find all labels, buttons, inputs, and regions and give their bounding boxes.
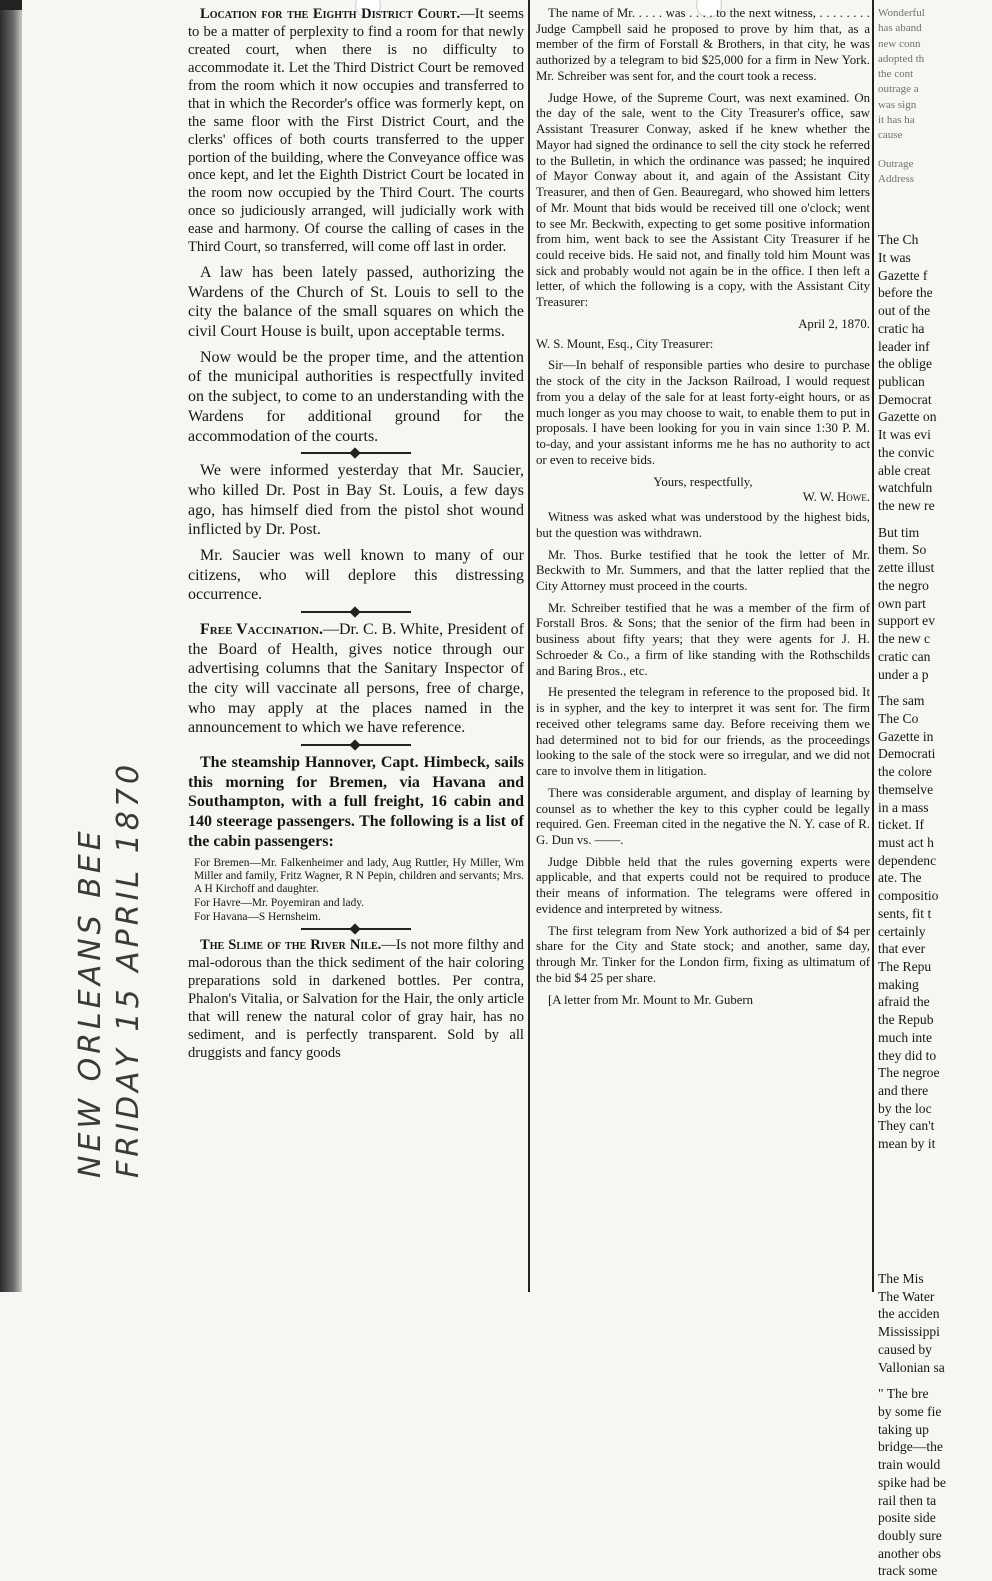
faint-text-block (878, 157, 988, 187)
cropped-text-line: another obs (878, 1545, 942, 1561)
article-paragraph: He presented the telegram in reference to the proposed bid. It is in sypher, and the key to interpret it was sent for. The firm received other telegrams same day. Before receiving them we had determined not to bid for our friends, as the proceedings looking to the sale of the stock were so irregular, and we did not care to involve them in litigation. (536, 685, 870, 779)
column-left (188, 6, 524, 1069)
cropped-text-line: it has ha (878, 114, 915, 127)
faint-text-block (878, 6, 988, 143)
cropped-text-line: outrage a (878, 83, 919, 96)
cropped-text-line: by some fie (878, 1403, 942, 1419)
cropped-text-line: afraid the (878, 994, 930, 1010)
section-separator (301, 744, 411, 746)
section-separator (301, 928, 411, 930)
cropped-text-line: that ever (878, 941, 926, 957)
letter-date: April 2, 1870. (798, 316, 870, 331)
cropped-article (878, 232, 988, 1153)
cropped-text-line: the new re (878, 498, 935, 514)
cropped-text-line: own part (878, 595, 926, 611)
cropped-text-line: dependenc (878, 852, 937, 868)
cropped-text-line: Wonderful (878, 7, 925, 19)
cropped-text-line: the new c (878, 631, 931, 647)
cropped-text-line: the colore (878, 764, 932, 780)
section-separator (301, 611, 411, 613)
cropped-text-line: Mississippi (878, 1324, 940, 1340)
cropped-text-line: But tim (878, 524, 920, 540)
cropped-text-line: able creat (878, 462, 931, 478)
cropped-text-line: the negro (878, 577, 929, 593)
cropped-text-line: the acciden (878, 1306, 940, 1322)
page-scan-edge (0, 0, 22, 1292)
cropped-text-line: before the (878, 285, 933, 301)
article-paragraph: The steamship Hannover, Capt. Himbeck, sails this morning for Bremen, via Havana and Southampton, with a full freight, 16 cabin and 140 steerage passengers. The following is a list of the cabin passengers: (188, 753, 524, 850)
article-text: —It seems to be a matter of perplexity to find a room for that newly created court, when there is no difficulty to accommodate it. Let the Third District Court be removed from the room which it now occupies and transferred to that in which the Recorder's office was formerly kept, on the same floor with the First District Court, and the clerks' offices of both courts transferred to the upper portion of the building, where the Conveyance office was once kept, and let the Eighth District Court be located in the room now occupied by the Third Court. The courts once so judiciously arranged, will judicially work with ease and harmony. Of course the calling of cases in the Third Court, so transferred, will come off last in order. (188, 6, 524, 256)
cropped-text-line: The Ch (878, 232, 919, 248)
cropped-text-line: new conn (878, 37, 921, 50)
handwritten-line: NEW ORLEANS BEE (73, 827, 108, 1178)
article-paragraph: A law has been lately passed, authorizing the Wardens of the Church of St. Louis to sell to the city the balance of the small squares on which the civil Court House is built, upon acceptable terms. (188, 264, 524, 341)
cropped-text-line: It was evi (878, 427, 931, 443)
article-advertisement (188, 937, 524, 1063)
cropped-text-line: caused by (878, 1341, 932, 1357)
letter-body: Sir—In behalf of responsible parties who desire to purchase the stock of the city in the Jackson Railroad, I would request from you a delay of the sale for at least forty-eight hours, or as much longer as you may choose to wait, to enable them to put in proposals. I have been looking for you in vain since 1:30 P. M. to-day, and your assistant informs me he has no authority to act or even to receive bids. (536, 358, 870, 467)
article-paragraph: Now would be the proper time, and the attention of the municipal authorities is respectfully invited on the subject, to come to an understanding with the Wardens for additional ground for the accommodation of the courts. (188, 348, 524, 445)
cropped-text-line: cratic can (878, 648, 931, 664)
cropped-text-line: they did to (878, 1047, 937, 1063)
article-paragraph: Judge Howe, of the Supreme Court, was next examined. On the day of the sale, went to the City Treasurer's office, saw Assistant Treasurer Conway, asked if he knew whether the Mayor had signed the ordinance to sell the city stock he referred to the Bulletin, in which the ordinance was passed; he inquired of Mayor Conway about it, and again of the Assistant City Treasurer, and then of Gen. Beauregard, who showed him letters of Mr. Mount that bids would be received till one o'clock; went to see Mr. Beckwith, expecting to get some positive information from him, went back to see the Assistant City Treasurer if he could receive bids. He said not, and finally told him Mount was sick and probably would not again be in the office. I then left a letter, of which the following is a copy, with the Assistant City Treasurer: (536, 90, 870, 310)
cropped-text-line: themselve (878, 781, 934, 797)
cropped-text-line: Gazette on (878, 409, 937, 425)
cropped-text-line: The sam (878, 693, 925, 709)
cropped-text-line: must act h (878, 834, 934, 850)
cropped-text-line: making (878, 976, 919, 992)
cropped-text-line: ate. The (878, 870, 922, 886)
article-heading: Free Vaccination. (200, 620, 323, 638)
handwritten-line: FRIDAY 15 APRIL 1870 (111, 760, 146, 1178)
column-right-cropped (878, 6, 988, 1581)
cropped-text-line: train would (878, 1457, 941, 1473)
article-heading: The Slime of the River Nile. (200, 937, 382, 954)
cropped-text-line: The Repu (878, 959, 932, 975)
cropped-text-line: adopted th (878, 52, 925, 65)
cropped-text-line: was sign (878, 98, 917, 111)
cropped-text-line: posite side (878, 1510, 936, 1526)
cropped-text-line: doubly sure (878, 1527, 942, 1543)
cropped-text-line: taking up (878, 1421, 929, 1437)
cropped-text-line: and there (878, 1083, 929, 1099)
cropped-text-line: support ev (878, 613, 936, 629)
cropped-text-line: cratic ha (878, 320, 925, 336)
article-court-location (188, 6, 524, 257)
letter-closing: Yours, respectfully, (653, 474, 753, 489)
handwritten-annotation (72, 761, 148, 1178)
article-paragraph: The name of Mr. . . . . was . . . . to the next witness, . . . . . . . . Judge Campbell said he proposed to prove by him that, as a member of the firm of Forstall & Brothers, in that city, he was authorized by a telegram to bid $25,000 for a firm in New York. Mr. Schreiber was sent for, and the court took a recess. (536, 6, 870, 83)
cropped-text-line: publican (878, 374, 925, 390)
cropped-text-line: mean by it (878, 1136, 936, 1152)
cropped-text-line: out of the (878, 303, 931, 319)
cropped-text-line: spike had be (878, 1474, 946, 1490)
column-middle (536, 6, 870, 1014)
cropped-text-line: has aband (878, 22, 922, 35)
cropped-text-line: " The bre (878, 1386, 929, 1402)
cropped-text-line: compositio (878, 888, 939, 904)
cropped-text-line: It was (878, 249, 911, 265)
column-rule (872, 0, 874, 1292)
cropped-text-line: Gazette in (878, 728, 934, 744)
article-paragraph: Mr. Schreiber testified that he was a member of the firm of Forstall Bros. & Sons; that the senior of the firm had been in business about fifty years; that they were agents for J. H. Schroeder & Co., a firm of like standing with the Rothschilds and Baring Bros., etc. (536, 600, 870, 678)
cropped-text-line: cause (878, 129, 903, 142)
article-vaccination (188, 620, 524, 738)
cropped-text-line: certainly (878, 923, 926, 939)
cropped-text-line: zette illust (878, 560, 935, 576)
passenger-list-item: For Havre—Mr. Poyemiran and lady. (194, 897, 365, 910)
article-paragraph: The first telegram from New York authorized a bid of $4 per share for the City and State stock; and another, same day, through Mr. Tinker for the London firm, fixing as ultimatum of the bid $4 25 per share. (536, 923, 870, 985)
article-text: —Is not more filthy and mal-odorous than the thick sediment of the hair coloring preparations sold in darkened bottles. Per contra, Phalon's Vitalia, or Salvation for the Hair, the only article that will renew the natural color of gray hair, has no sediment, and is perfectly transparent. Sold by all druggists and fancy goods (188, 937, 524, 1061)
cropped-text-line: The Water (878, 1288, 935, 1304)
article-paragraph: Witness was asked what was understood by the highest bids, but the question was withdrawn. (536, 510, 870, 540)
cropped-text-line: They can't (878, 1118, 935, 1134)
cropped-text-line: track some (878, 1563, 938, 1579)
cropped-text-line: ticket. If (878, 817, 925, 833)
cropped-text-line: Gazette f (878, 267, 928, 283)
cropped-text-line: The negroe (878, 1065, 940, 1081)
cropped-text-line: Democrati (878, 746, 936, 762)
cropped-text-line: under a p (878, 666, 929, 682)
cropped-text-line: Outrage (878, 157, 914, 170)
top-margin-mark (0, 0, 22, 10)
passenger-list-item: For Havana—S Hernsheim. (194, 911, 321, 924)
cropped-text-line: rail then ta (878, 1492, 937, 1508)
cropped-text-line: Address (878, 172, 915, 185)
article-paragraph: We were informed yesterday that Mr. Saucier, who killed Dr. Post in Bay St. Louis, a few days ago, has himself died from the pistol shot wound inflicted by Dr. Post. (188, 462, 524, 539)
article-heading: Location for the Eighth District Court. (200, 6, 461, 22)
cropped-text-line: in a mass (878, 799, 929, 815)
cropped-text-line: sents, fit t (878, 905, 932, 921)
letter-addressee: W. S. Mount, Esq., City Treasurer: (536, 336, 714, 351)
cropped-text-line: much inte (878, 1029, 932, 1045)
cropped-text-line: bridge—the (878, 1439, 943, 1455)
cropped-text-line: the convic (878, 444, 935, 460)
article-paragraph: There was considerable argument, and display of learning by counsel as to whether the key to this cypher could be legally required. Gen. Freeman cited in the negative the N. Y. case of R. G. Dun vs. ——. (536, 785, 870, 847)
cropped-article (878, 1271, 988, 1580)
article-paragraph: Mr. Saucier was well known to many of our citizens, who will deplore this distressing occurrence. (188, 546, 524, 604)
passenger-list-item: For Bremen—Mr. Falkenheimer and lady, Aug Ruttler, Hy Miller, Wm Miller and family, Fritz Wagner, R N Pepin, children and servants; Mrs. A H Kirchoff and daughter. (194, 857, 524, 896)
cropped-text-line: the oblige (878, 356, 932, 372)
column-rule (528, 0, 530, 1292)
article-paragraph: [A letter from Mr. Mount to Mr. Gubern (548, 992, 754, 1007)
cropped-text-line: Vallonian sa (878, 1359, 945, 1375)
letter-signature: W. W. Howe. (802, 490, 870, 505)
cropped-text-line: The Co (878, 710, 919, 726)
article-text: —Dr. C. B. White, President of the Board of Health, gives notice through our advertising columns that the Sanitary Inspector of the city will vaccinate all persons, free of charge, who may apply at the places named in the announcement to which we have reference. (188, 620, 524, 737)
cropped-text-line: Democrat (878, 391, 932, 407)
section-separator (301, 452, 411, 454)
cropped-text-line: them. So (878, 542, 927, 558)
article-paragraph: Mr. Thos. Burke testified that he took the letter of Mr. Beckwith to Mr. Summers, and that the latter replied that the City Attorney must proceed in the courts. (536, 547, 870, 593)
cropped-text-line: The Mis (878, 1270, 924, 1286)
cropped-text-line: the Repub (878, 1012, 934, 1028)
cropped-text-line: leader inf (878, 338, 930, 354)
cropped-text-line: by the loc (878, 1100, 932, 1116)
article-paragraph: Judge Dibble held that the rules governing experts were applicable, and that experts could not be required to produce their means of information. The telegrams were offered in evidence and interpreted by witness. (536, 854, 870, 916)
cropped-text-line: watchfuln (878, 480, 933, 496)
cropped-text-line: the cont (878, 68, 914, 81)
